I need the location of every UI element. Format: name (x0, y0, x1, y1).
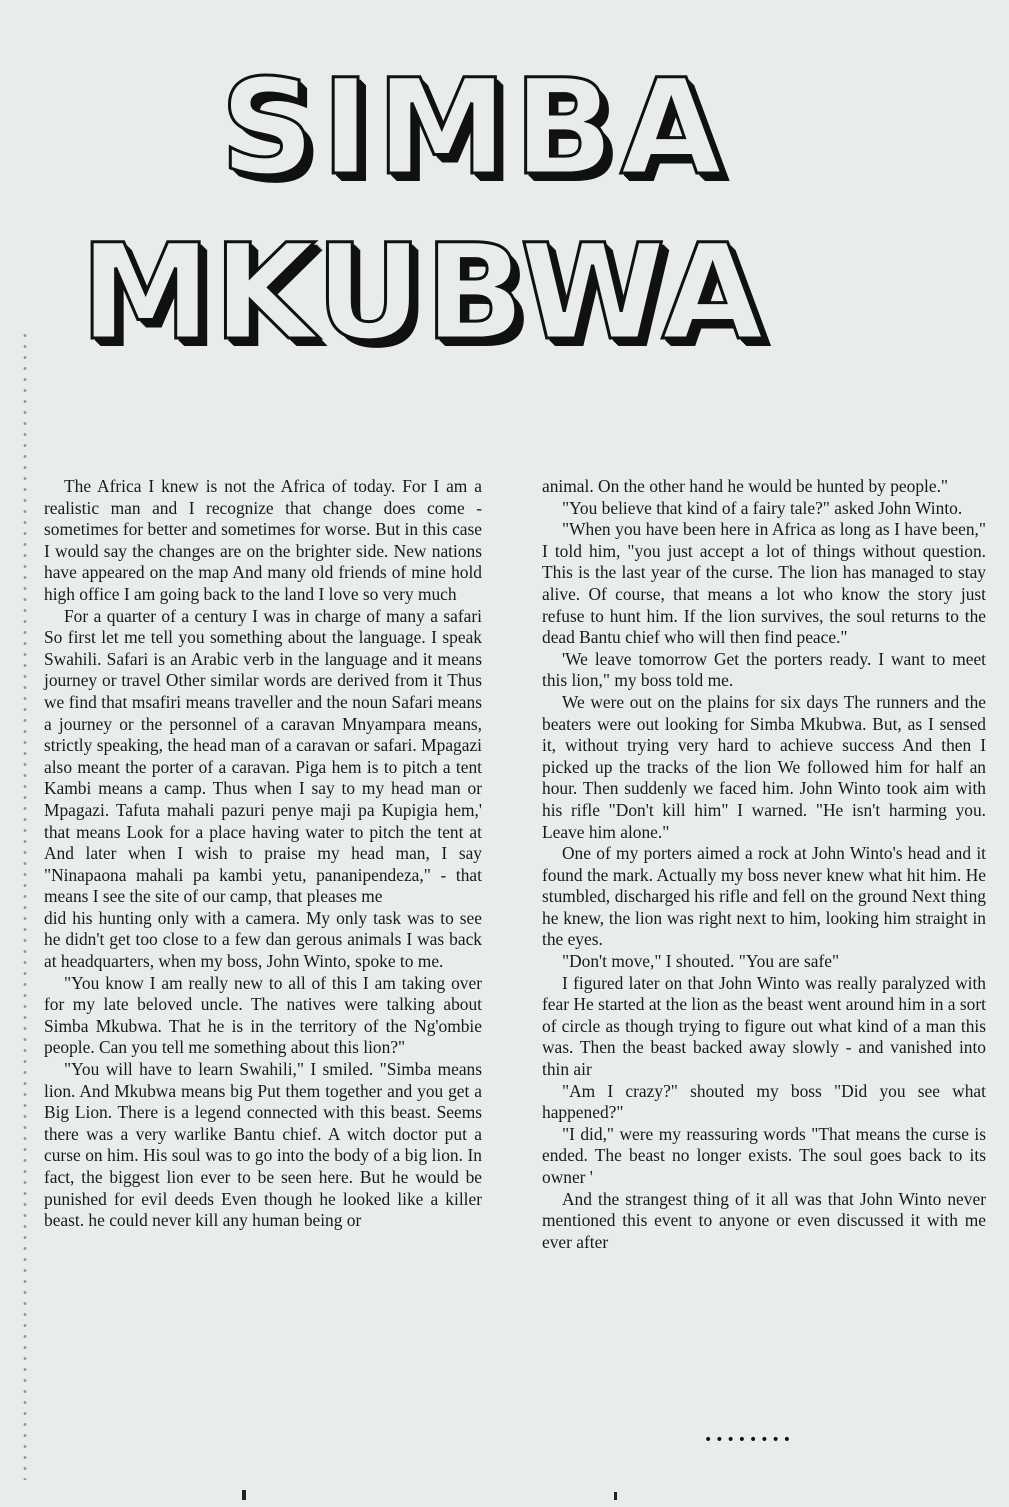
paragraph: animal. On the other hand he would be hunted by people." (542, 476, 949, 496)
paragraph: "I did," were my reassuring words "That means the curse is ended. The beast no longer exists. The soul goes back to its owner ' (542, 1123, 986, 1187)
left-column (44, 476, 482, 1232)
paragraph: One of my porters aimed a rock at John Winto's head and it found the mark. Actually my boss never knew what hit him. He stumbled, discharged his rifle and fell on the ground Next thing he knew, the lion was right next to him, looking him straight in the eyes. (542, 843, 986, 950)
paragraph: "You believe that kind of a fairy tale?" asked John Winto. (562, 497, 963, 518)
print-speck (242, 1490, 246, 1500)
paragraph: "When you have been here in Africa as long as I have been," I told him, "you just accept a lot of things without question. This is the last year of the curse. The lion has managed to stay alive. Of course, that means a lot who know the story just refuse to hunt him. If the lion survives, the soul returns to the dead Bantu chief who will then find peace." (542, 519, 986, 648)
end-mark: •••••••• (704, 1432, 795, 1448)
paragraph: did his hunting only with a camera. My only task was to see he didn't get too close to a few dan gerous animals I was back at headquarters, when my boss, John Winto, spoke to me. (44, 907, 482, 972)
paragraph: "Don't move," I shouted. "You are safe" (562, 951, 840, 972)
binding-holes (22, 330, 28, 1480)
right-column (542, 476, 986, 1253)
paragraph: "You will have to learn Swahili," I smiled. "Simba means lion. And Mkubwa means big Put them together and you get a Big Lion. There is a legend connected with this beast. Seems there was a very warlike Bantu chief. A witch doctor put a curse on him. His soul was to go into the body of a big lion. In fact, the biggest lion ever to be seen here. But he would be punished for evil deeds Even though he looked like a killer beast. he could never kill any human being or (44, 1059, 482, 1231)
paragraph: For a quarter of a century I was in charge of many a safari So first let me tell you something about the language. I speak Swahili. Safari is an Arabic verb in the language and it means journey or travel Other similar words are derived from it Thus we find that msafiri means traveller and the noun Safari means a journey or the personnel of a caravan Mnyampara means, strictly speaking, the head man of a caravan or safari. Mpagazi also meant the porter of a caravan. Piga hem is to pitch a tent Kambi means a camp. Thus when I say to my head man or Mpagazi. Tafuta mahali pazuri penye maji pa Kupigia hem,' that means Look for a place having water to pitch the tent at And later when I wish to praise my head man, I say "Ninapaona mahali pa kambi yetu, pananipendeza," - that means I see the site of our camp, that pleases me (44, 605, 482, 907)
paragraph: The Africa I knew is not the Africa of today. For I am a realistic man and I recognize that change does come - sometimes for better and sometimes for worse. But in this case I would say the changes are on the brighter side. New nations have appeared on the map And many old friends of mine hold high office I am going back to the land I love so very much (44, 476, 482, 604)
print-speck (614, 1492, 617, 1500)
paragraph: I figured later on that John Winto was really paralyzed with fear He started at the lion as the beast went around him in a sort of circle as though trying to figure out what kind of a man this was. Then the beast backed away slowly - and vanished into thin air (542, 972, 986, 1080)
paragraph: 'We leave tomorrow Get the porters ready. I want to meet this lion," my boss told me. (542, 648, 986, 691)
paragraph: "Am I crazy?" shouted my boss "Did you see what happened?" (542, 1080, 986, 1123)
title-line-simba: SIMBA (220, 51, 729, 205)
title-line-mkubwa: MKUBWA (80, 216, 766, 370)
paragraph: We were out on the plains for six days The runners and the beaters were out looking for Simba Mkubwa. But, as I sensed it, without trying very hard to achieve success And then I picked up the tracks of the lion We followed him for half an hour. Then suddenly we faced him. John Winto took aim with his rifle "Don't kill him" I warned. "He isn't harming you. Leave him alone." (542, 691, 986, 842)
paragraph: "You know I am really new to all of this I am taking over for my late beloved uncle. The natives were talking about Simba Mkubwa. That he is in the territory of the Ng'ombie people. Can you tell me something about this lion?" (44, 972, 482, 1058)
paragraph: And the strangest thing of it all was that John Winto never mentioned this event to anyone or even discussed it with me ever after (542, 1188, 986, 1252)
